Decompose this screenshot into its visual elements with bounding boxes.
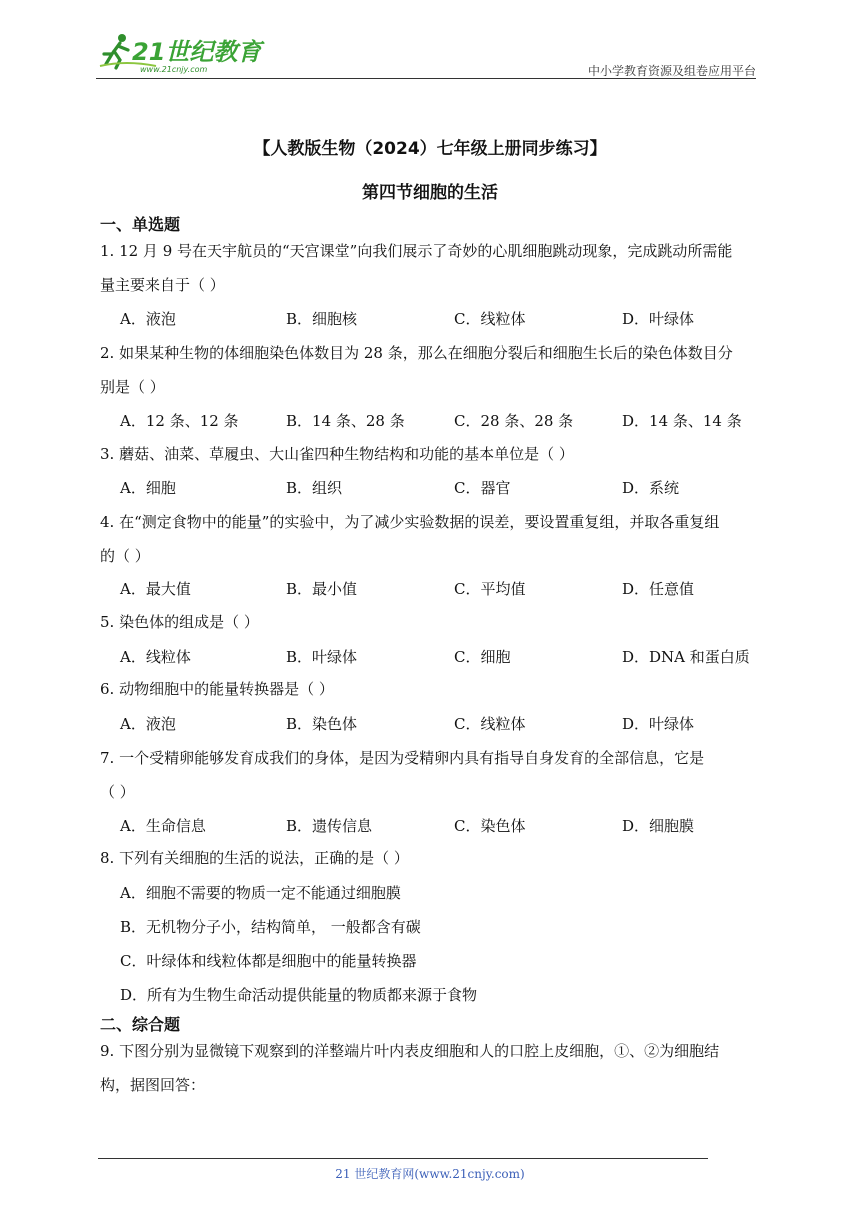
option-a: A．最大值 [120,580,191,598]
option-b: B．细胞核 [286,310,358,328]
question-line: 7. 一个受精卵能够发育成我们的身体，是因为受精卵内具有指导自身发育的全部信息，它是 [100,749,705,767]
question-8 [100,841,755,875]
option-b: B．染色体 [286,715,358,733]
option-d: D．细胞膜 [622,817,695,835]
question-7 [100,741,755,809]
question-line: 1. 12 月 9 号在天宇航员的“天宫课堂”向我们展示了奇妙的心肌细胞跳动现象，完成跳动所需能 [100,242,733,260]
option-c: C．细胞 [454,648,511,666]
header-divider [96,78,756,79]
question-line: 4. 在“测定食物中的能量”的实验中，为了减少实验数据的误差，要设置重复组，并取各重复组 [100,513,720,531]
page-title: 【人教版生物（2024）七年级上册同步练习】 [253,139,607,159]
question-1-options [120,308,760,332]
question-1 [100,234,755,302]
question-line: 的（ ） [100,547,150,565]
option-b: B．最小值 [286,580,358,598]
question-4 [100,505,755,573]
question-line: 3. 蘑菇、油菜、草履虫、大山雀四种生物结构和功能的基本单位是（ ） [100,445,574,463]
option-a: A．液泡 [120,715,176,733]
question-6-options [120,713,760,737]
option-a: A．生命信息 [120,817,206,835]
option-c: C．线粒体 [454,715,526,733]
question-line: 5. 染色体的组成是（ ） [100,613,259,631]
footer-text: 21 世纪教育网(www.21cnjy.com) [335,1167,525,1181]
option-d: D．叶绿体 [622,310,695,328]
option-d: D．所有为生物生命活动提供能量的物质都来源于食物 [120,986,478,1004]
page-subtitle: 第四节细胞的生活 [362,183,498,203]
option-c: C．28 条、28 条 [454,412,574,430]
question-line: 2. 如果某种生物的体细胞染色体数目为 28 条，那么在细胞分裂后和细胞生长后的染色体数目分 [100,344,733,362]
question-5-options [120,646,760,670]
section-heading-comprehensive: 二、综合题 [100,1015,181,1034]
question-9 [100,1034,755,1102]
question-line: 别是（ ） [100,378,165,396]
svg-text:www.21cnjy.com: www.21cnjy.com [140,65,208,74]
question-5 [100,605,755,639]
option-a: A．线粒体 [120,648,191,666]
question-line: （ ） [100,783,135,801]
question-4-options [120,578,760,602]
question-6 [100,672,755,706]
option-b: B．14 条、28 条 [286,412,405,430]
option-d: D．14 条、14 条 [622,412,742,430]
footer-divider [98,1158,708,1159]
option-c: C．器官 [454,479,511,497]
question-line: 量主要来自于（ ） [100,276,225,294]
platform-name: 中小学教育资源及组卷应用平台 [587,64,756,78]
question-7-options [120,815,760,839]
option-c: C．染色体 [454,817,526,835]
question-line: 8. 下列有关细胞的生活的说法，正确的是（ ） [100,849,409,867]
option-d: D．叶绿体 [622,715,695,733]
page-header [0,0,860,80]
option-c: C．线粒体 [454,310,526,328]
option-c: C．平均值 [454,580,526,598]
question-2 [100,336,755,404]
section-heading-single-choice: 一、单选题 [100,215,181,234]
option-b: B．叶绿体 [286,648,358,666]
option-d: D．系统 [622,479,680,497]
option-b: B．组织 [286,479,343,497]
option-a: A．细胞不需要的物质一定不能通过细胞膜 [120,884,401,902]
question-line: 构，据图回答： [100,1076,206,1094]
question-line: 9. 下图分别为显微镜下观察到的洋整端片叶内表皮细胞和人的口腔上皮细胞，①、②为细胞结 [100,1042,720,1060]
option-c: C．叶绿体和线粒体都是细胞中的能量转换器 [120,952,417,970]
logo [96,32,266,76]
option-b: B．遗传信息 [286,817,373,835]
question-3-options [120,477,760,501]
option-b: B．无机物分子小，结构简单， 一般都含有碳 [120,918,421,936]
svg-text:21世纪教育: 21世纪教育 [132,38,262,66]
option-d: D．DNA 和蛋白质 [622,648,750,666]
option-a: A．12 条、12 条 [120,412,239,430]
option-d: D．任意值 [622,580,695,598]
question-2-options [120,410,760,434]
option-a: A．液泡 [120,310,176,328]
question-line: 6. 动物细胞中的能量转换器是（ ） [100,680,334,698]
option-a: A．细胞 [120,479,176,497]
question-3 [100,437,755,471]
